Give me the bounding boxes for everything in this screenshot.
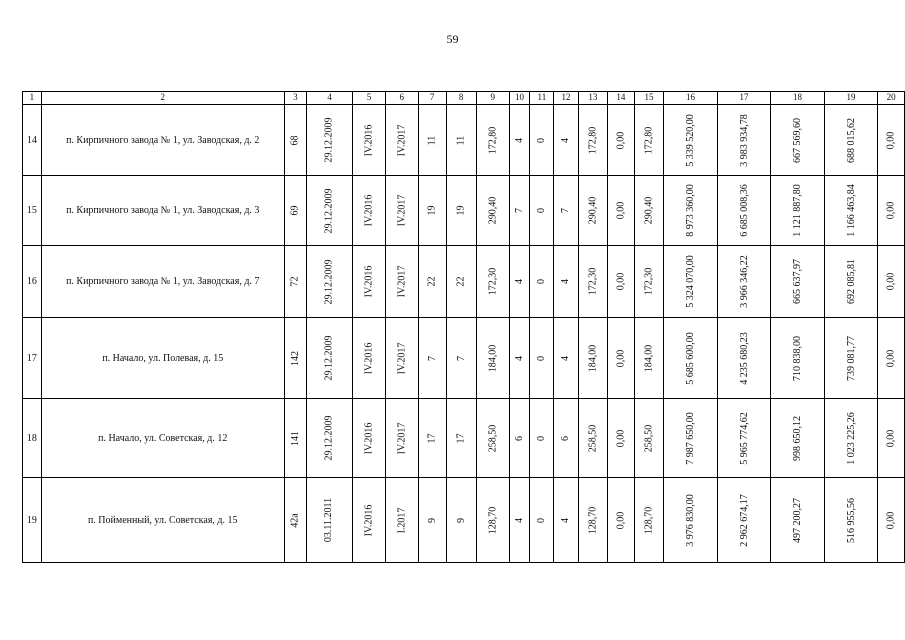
cell-c7	[418, 478, 446, 563]
rotated-value: IV.2017	[396, 124, 408, 156]
rotated-value: 4	[514, 279, 526, 284]
rotated-value: 0,00	[615, 349, 627, 367]
cell-c2: п. Кирпичного завода № 1, ул. Заводская, д. 7	[41, 246, 284, 318]
table-row	[23, 176, 905, 246]
header-cell: 1	[23, 92, 42, 105]
rotated-value: 4	[560, 355, 572, 361]
cell-c11	[530, 105, 554, 176]
cell-c14	[608, 478, 635, 563]
cell-c8	[446, 105, 476, 176]
cell-c20	[878, 176, 905, 246]
cell-c9	[476, 318, 509, 399]
header-cell: 4	[307, 92, 353, 105]
cell-c11	[530, 318, 554, 399]
rotated-value: 7	[560, 208, 572, 213]
header-cell: 15	[634, 92, 664, 105]
rotated-value: 1 023 225,26	[845, 411, 857, 465]
cell-c6	[385, 318, 418, 399]
cell-c16	[664, 105, 718, 176]
rotated-value: 172,80	[643, 126, 655, 154]
header-cell: 18	[771, 92, 825, 105]
cell-c13	[578, 246, 608, 318]
cell-c16	[664, 246, 718, 318]
rotated-value: 17	[426, 433, 438, 443]
rotated-value: 0,00	[615, 511, 627, 529]
cell-c9	[476, 399, 509, 478]
cell-c3	[284, 478, 306, 563]
cell-c18	[771, 318, 825, 399]
header-cell: 10	[509, 92, 530, 105]
cell-c17	[717, 318, 771, 399]
rotated-value: 258,50	[643, 424, 655, 452]
rotated-value: 290,40	[587, 196, 599, 225]
rotated-value: 141	[289, 430, 301, 446]
rotated-value: 4	[514, 517, 526, 523]
rotated-value: 7	[514, 208, 526, 213]
cell-c1: 14	[23, 105, 42, 176]
cell-c18	[771, 176, 825, 246]
cell-c3	[284, 399, 306, 478]
rotated-value: 0	[536, 137, 548, 143]
header-cell: 13	[578, 92, 608, 105]
cell-c17	[717, 399, 771, 478]
cell-c1: 18	[23, 399, 42, 478]
rotated-value: 739 081,77	[845, 335, 857, 381]
header-cell: 3	[284, 92, 306, 105]
rotated-value: IV.2017	[396, 265, 408, 298]
cell-c11	[530, 246, 554, 318]
cell-c8	[446, 399, 476, 478]
cell-c20	[878, 105, 905, 176]
rotated-value: IV.2016	[363, 342, 375, 374]
cell-c6	[385, 399, 418, 478]
rotated-value: 0	[536, 435, 548, 441]
cell-c20	[878, 246, 905, 318]
rotated-value: 172,80	[587, 126, 599, 154]
rotated-value: IV.2016	[363, 124, 375, 156]
cell-c7	[418, 105, 446, 176]
cell-c11	[530, 176, 554, 246]
cell-c6	[385, 478, 418, 563]
cell-c5	[353, 318, 386, 399]
rotated-value: 69	[289, 205, 301, 216]
cell-c1: 17	[23, 318, 42, 399]
cell-c2: п. Начало, ул. Советская, д. 12	[41, 399, 284, 478]
cell-c10	[509, 478, 530, 563]
page-number: 59	[446, 32, 459, 46]
cell-c7	[418, 399, 446, 478]
rotated-value: 184,00	[487, 344, 499, 372]
rotated-value: 0,00	[885, 349, 897, 367]
table-row	[23, 399, 905, 478]
header-cell: 9	[476, 92, 509, 105]
rotated-value: 665 637,97	[792, 259, 804, 304]
rotated-value: 9	[426, 517, 438, 523]
cell-c5	[353, 176, 386, 246]
rotated-value: IV.2016	[363, 194, 375, 227]
cell-c7	[418, 318, 446, 399]
cell-c8	[446, 318, 476, 399]
header-cell: 8	[446, 92, 476, 105]
cell-c18	[771, 478, 825, 563]
rotated-value: IV.2017	[396, 342, 408, 374]
cell-c17	[717, 105, 771, 176]
rotated-value: 72	[289, 276, 301, 287]
rotated-value: IV.2017	[396, 194, 408, 227]
cell-c10	[509, 399, 530, 478]
cell-c17	[717, 478, 771, 563]
rotated-value: 68	[289, 135, 301, 145]
header-cell: 6	[385, 92, 418, 105]
cell-c4	[307, 246, 353, 318]
date-line: 29.12.2009	[323, 117, 335, 163]
cell-c1: 15	[23, 176, 42, 246]
date-value	[324, 118, 336, 163]
header-row	[23, 92, 905, 105]
rotated-value: 4	[560, 279, 572, 284]
rotated-value: 11	[455, 135, 467, 145]
cell-c8	[446, 176, 476, 246]
cell-c15	[634, 176, 664, 246]
rotated-value: 142	[289, 350, 301, 366]
cell-c11	[530, 478, 554, 563]
cell-c10	[509, 318, 530, 399]
date-value	[324, 416, 336, 461]
rotated-value: 6	[560, 435, 572, 441]
cell-c6	[385, 105, 418, 176]
cell-c13	[578, 478, 608, 563]
cell-c19	[824, 478, 878, 563]
rotated-value: 5 965 774,62	[738, 411, 750, 465]
cell-c14	[608, 318, 635, 399]
cell-c9	[476, 176, 509, 246]
cell-c20	[878, 399, 905, 478]
rotated-value: 172,80	[487, 126, 499, 154]
rotated-value: 497 200,27	[792, 497, 804, 543]
rotated-value: 5 339 520,00	[685, 113, 697, 167]
cell-c13	[578, 318, 608, 399]
cell-c16	[664, 399, 718, 478]
cell-c18	[771, 399, 825, 478]
cell-c15	[634, 399, 664, 478]
rotated-value: 4	[514, 355, 526, 361]
rotated-value: IV.2017	[396, 422, 408, 454]
cell-c18	[771, 105, 825, 176]
rotated-value: 4 235 680,23	[738, 331, 750, 385]
header-cell: 12	[554, 92, 578, 105]
cell-c16	[664, 318, 718, 399]
date-line: 29.12.2009	[323, 335, 335, 381]
cell-c9	[476, 478, 509, 563]
rotated-value: 516 955,56	[845, 497, 857, 543]
rotated-value: 0	[536, 208, 548, 213]
cell-c12	[554, 478, 578, 563]
rotated-value: 0,00	[615, 201, 627, 220]
rotated-value: 0,00	[885, 131, 897, 149]
cell-c20	[878, 478, 905, 563]
cell-c3	[284, 176, 306, 246]
rotated-value: 0,00	[885, 272, 897, 291]
date-line: 29.12.2009	[323, 259, 335, 304]
rotated-value: 7 987 650,00	[685, 411, 697, 465]
cell-c19	[824, 105, 878, 176]
cell-c18	[771, 246, 825, 318]
rotated-value: IV.2016	[363, 422, 375, 454]
header-cell: 19	[824, 92, 878, 105]
rotated-value: 290,40	[487, 196, 499, 225]
cell-c17	[717, 246, 771, 318]
cell-c20	[878, 318, 905, 399]
cell-c13	[578, 105, 608, 176]
rotated-value: 128,70	[487, 506, 499, 534]
cell-c12	[554, 318, 578, 399]
cell-c1: 19	[23, 478, 42, 563]
header-cell: 17	[717, 92, 771, 105]
rotated-value: 0,00	[885, 201, 897, 220]
rotated-value: I.2017	[396, 507, 408, 533]
date-value	[324, 336, 336, 381]
rotated-value: 172,30	[487, 267, 499, 296]
rotated-value: 4	[560, 517, 572, 523]
rotated-value: 3 983 934,78	[738, 113, 750, 167]
cell-c4	[307, 176, 353, 246]
cell-c6	[385, 246, 418, 318]
rotated-value: 9	[455, 517, 467, 523]
cell-c10	[509, 105, 530, 176]
cell-c2: п. Начало, ул. Полевая, д. 15	[41, 318, 284, 399]
cell-c4	[307, 399, 353, 478]
cell-c12	[554, 399, 578, 478]
cell-c15	[634, 246, 664, 318]
rotated-value: 172,30	[643, 267, 655, 296]
rotated-value: 6 685 008,36	[738, 184, 750, 237]
rotated-value: 7	[455, 355, 467, 361]
rotated-value: 184,00	[643, 344, 655, 372]
date-value	[324, 259, 336, 304]
cell-c14	[608, 105, 635, 176]
header-cell: 20	[878, 92, 905, 105]
cell-c3	[284, 105, 306, 176]
table-row	[23, 105, 905, 176]
register-table	[22, 91, 905, 563]
cell-c4	[307, 318, 353, 399]
rotated-value: 172,30	[587, 267, 599, 296]
rotated-value: 3 976 830,00	[685, 493, 697, 547]
rotated-value: 688 015,62	[845, 117, 857, 163]
cell-c1: 16	[23, 246, 42, 318]
cell-c16	[664, 176, 718, 246]
rotated-value: 290,40	[643, 196, 655, 225]
rotated-value: 0,00	[885, 429, 897, 447]
cell-c12	[554, 105, 578, 176]
rotated-value: 710 838,00	[792, 335, 804, 381]
cell-c4	[307, 478, 353, 563]
rotated-value: 8 973 360,00	[685, 184, 697, 237]
cell-c14	[608, 399, 635, 478]
date-line: 03.11.2011	[323, 497, 335, 543]
cell-c10	[509, 246, 530, 318]
cell-c19	[824, 176, 878, 246]
cell-c15	[634, 478, 664, 563]
cell-c14	[608, 176, 635, 246]
rotated-value: 258,50	[587, 424, 599, 452]
cell-c5	[353, 105, 386, 176]
rotated-value: 0,00	[615, 272, 627, 291]
rotated-value: 1 166 463,84	[845, 184, 857, 237]
cell-c8	[446, 246, 476, 318]
rotated-value: 0	[536, 355, 548, 361]
header-cell: 14	[608, 92, 635, 105]
rotated-value: 4	[560, 137, 572, 143]
rotated-value: 998 650,12	[792, 415, 804, 461]
header-cell: 7	[418, 92, 446, 105]
cell-c8	[446, 478, 476, 563]
cell-c3	[284, 246, 306, 318]
rotated-value: 128,70	[643, 506, 655, 534]
cell-c19	[824, 399, 878, 478]
rotated-value: IV.2016	[363, 265, 375, 298]
header-cell: 2	[41, 92, 284, 105]
rotated-value: 0	[536, 279, 548, 284]
cell-c5	[353, 399, 386, 478]
rotated-value: 692 085,81	[845, 259, 857, 304]
cell-c3	[284, 318, 306, 399]
rotated-value: 4	[514, 137, 526, 143]
rotated-value: 128,70	[587, 506, 599, 534]
cell-c4	[307, 105, 353, 176]
cell-c2: п. Пойменный, ул. Советская, д. 15	[41, 478, 284, 563]
rotated-value: 22	[455, 276, 467, 287]
rotated-value: 22	[426, 276, 438, 287]
cell-c14	[608, 246, 635, 318]
cell-c10	[509, 176, 530, 246]
rotated-value: 19	[426, 205, 438, 216]
date-line: 29.12.2009	[323, 188, 335, 233]
cell-c17	[717, 176, 771, 246]
cell-c6	[385, 176, 418, 246]
rotated-value: 258,50	[487, 424, 499, 452]
rotated-value: 1 121 887,80	[792, 184, 804, 237]
table-row	[23, 246, 905, 318]
cell-c16	[664, 478, 718, 563]
date-value	[324, 188, 336, 233]
cell-c5	[353, 478, 386, 563]
table-row	[23, 478, 905, 563]
cell-c9	[476, 246, 509, 318]
date-value	[324, 498, 336, 542]
cell-c7	[418, 176, 446, 246]
cell-c12	[554, 176, 578, 246]
rotated-value: 42а	[289, 512, 301, 528]
cell-c19	[824, 246, 878, 318]
date-line: 29.12.2009	[323, 415, 335, 461]
rotated-value: 11	[426, 135, 438, 145]
rotated-value: 7	[426, 355, 438, 361]
header-cell: 5	[353, 92, 386, 105]
rotated-value: 5 324 070,00	[685, 255, 697, 308]
rotated-value: 19	[455, 205, 467, 216]
header-cell: 11	[530, 92, 554, 105]
cell-c2: п. Кирпичного завода № 1, ул. Заводская, д. 3	[41, 176, 284, 246]
cell-c5	[353, 246, 386, 318]
rotated-value: 5 685 600,00	[685, 331, 697, 385]
cell-c13	[578, 176, 608, 246]
cell-c19	[824, 318, 878, 399]
cell-c9	[476, 105, 509, 176]
rotated-value: 667 569,60	[792, 117, 804, 163]
cell-c2: п. Кирпичного завода № 1, ул. Заводская, д. 2	[41, 105, 284, 176]
rotated-value: IV.2016	[363, 504, 375, 536]
rotated-value: 6	[514, 435, 526, 441]
rotated-value: 2 962 674,17	[738, 493, 750, 547]
rotated-value: 0,00	[885, 511, 897, 529]
rotated-value: 184,00	[587, 344, 599, 372]
cell-c15	[634, 105, 664, 176]
rotated-value: 3 966 346,22	[738, 255, 750, 308]
rotated-value: 0	[536, 517, 548, 523]
cell-c13	[578, 399, 608, 478]
cell-c11	[530, 399, 554, 478]
cell-c7	[418, 246, 446, 318]
rotated-value: 17	[455, 433, 467, 443]
header-cell: 16	[664, 92, 718, 105]
table-row	[23, 318, 905, 399]
cell-c15	[634, 318, 664, 399]
rotated-value: 0,00	[615, 429, 627, 447]
rotated-value: 0,00	[615, 131, 627, 149]
cell-c12	[554, 246, 578, 318]
